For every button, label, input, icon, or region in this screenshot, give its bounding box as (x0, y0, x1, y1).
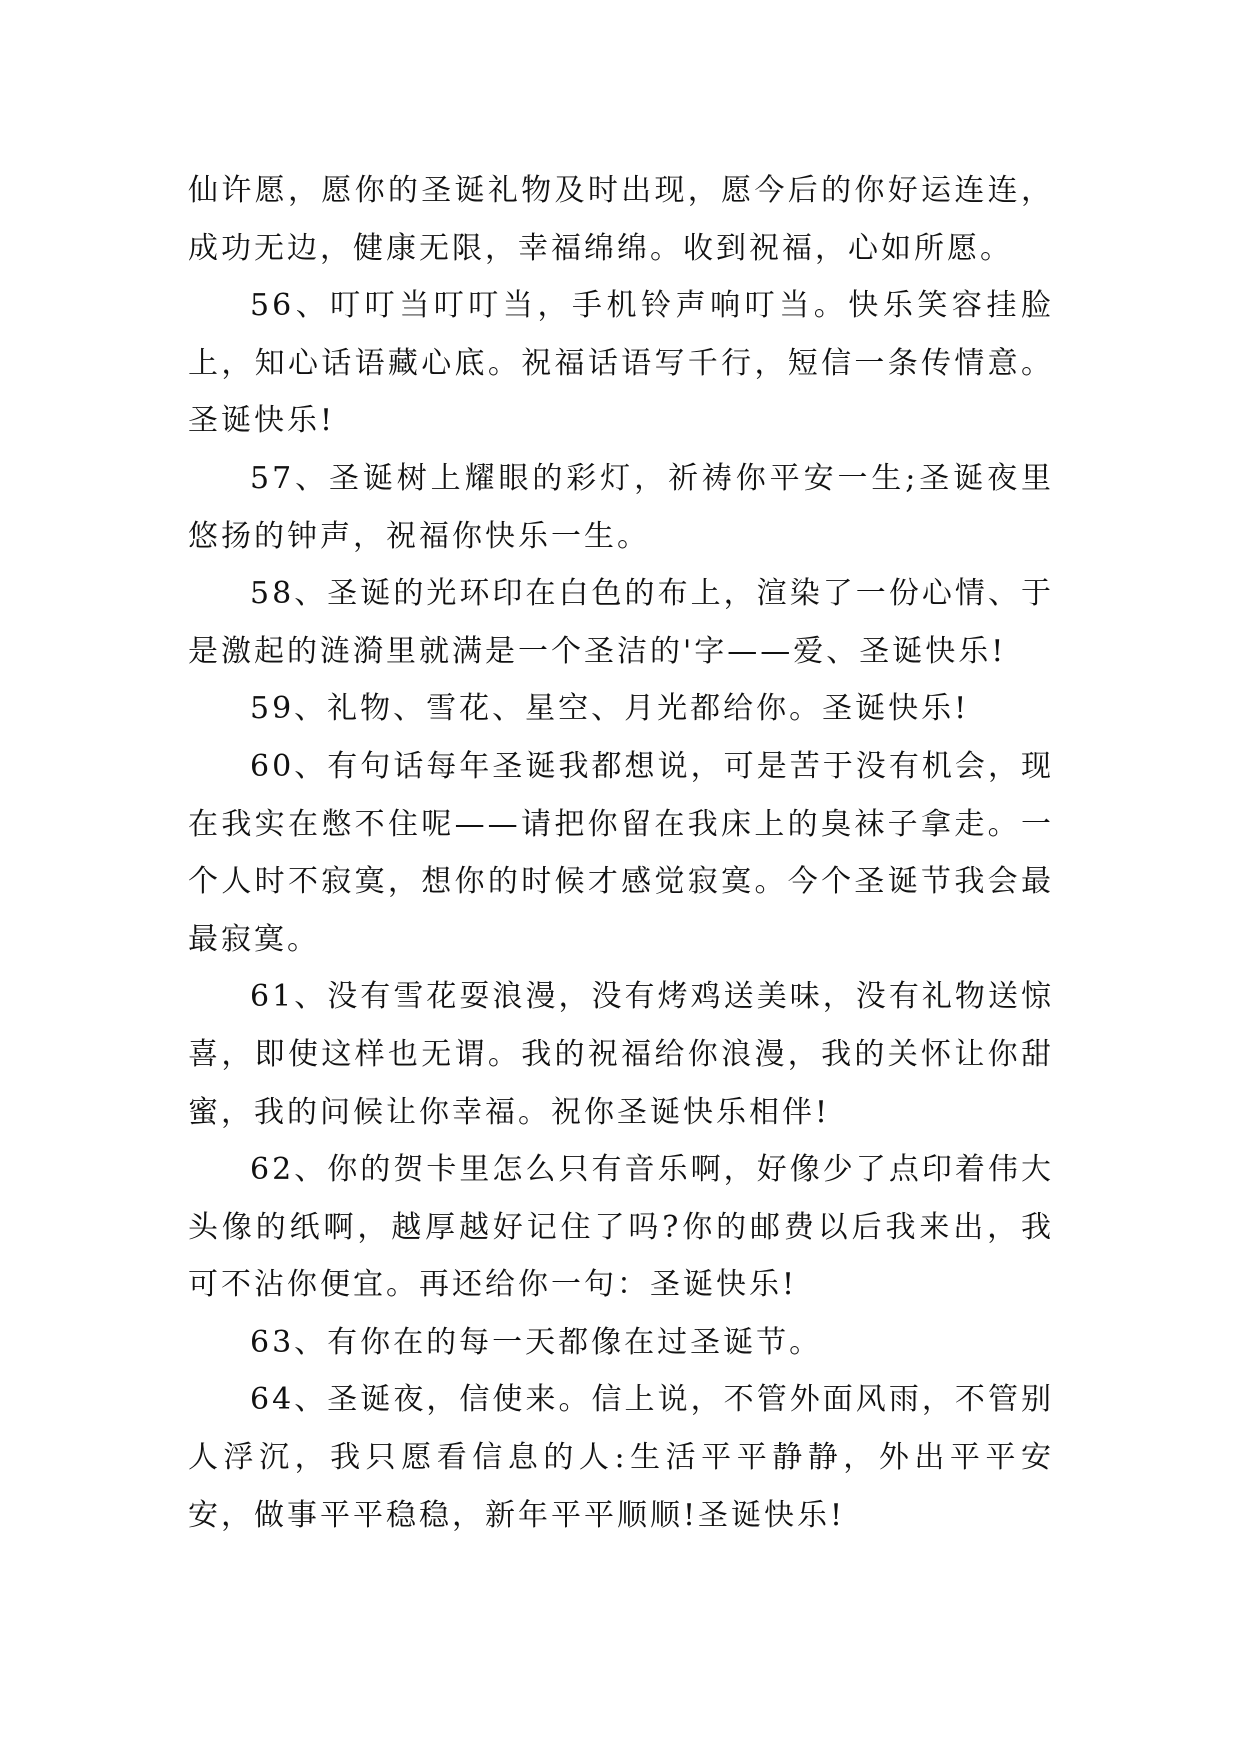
paragraph-56: 56、叮叮当叮叮当，手机铃声响叮当。快乐笑容挂脸上，知心话语藏心底。祝福话语写千行，短信一条传情意。圣诞快乐! (188, 288, 1054, 439)
paragraph-59: 59、礼物、雪花、星空、月光都给你。圣诞快乐! (250, 691, 970, 727)
paragraph-62: 62、你的贺卡里怎么只有音乐啊，好像少了点印着伟大头像的纸啊，越厚越好记住了吗?你的邮费以后我来出，我可不沾你便宜。再还给你一句：圣诞快乐! (188, 1152, 1054, 1303)
document-body (188, 162, 1054, 1544)
paragraph-55-continued: 仙许愿，愿你的圣诞礼物及时出现，愿今后的你好运连连，成功无边，健康无限，幸福绵绵。收到祝福，心如所愿。 (188, 173, 1054, 266)
paragraph-60: 60、有句话每年圣诞我都想说，可是苦于没有机会，现在我实在憋不住呢——请把你留在我床上的臭袜子拿走。一个人时不寂寞，想你的时候才感觉寂寞。今个圣诞节我会最最寂寞。 (188, 748, 1054, 957)
paragraph-57: 57、圣诞树上耀眼的彩灯，祈祷你平安一生;圣诞夜里悠扬的钟声，祝福你快乐一生。 (188, 460, 1054, 554)
paragraph-58: 58、圣诞的光环印在白色的布上，渲染了一份心情、于是激起的涟漪里就满是一个圣洁的'字——爱、圣诞快乐! (188, 576, 1054, 669)
paragraph-64: 64、圣诞夜，信使来。信上说，不管外面风雨，不管别人浮沉，我只愿看信息的人:生活平平静静，外出平平安安，做事平平稳稳，新年平平顺顺!圣诞快乐! (188, 1382, 1054, 1533)
paragraph-63: 63、有你在的每一天都像在过圣诞节。 (250, 1324, 823, 1360)
paragraph-61: 61、没有雪花耍浪漫，没有烤鸡送美味，没有礼物送惊喜，即使这样也无谓。我的祝福给你浪漫，我的关怀让你甜蜜，我的问候让你幸福。祝你圣诞快乐相伴! (188, 979, 1054, 1130)
